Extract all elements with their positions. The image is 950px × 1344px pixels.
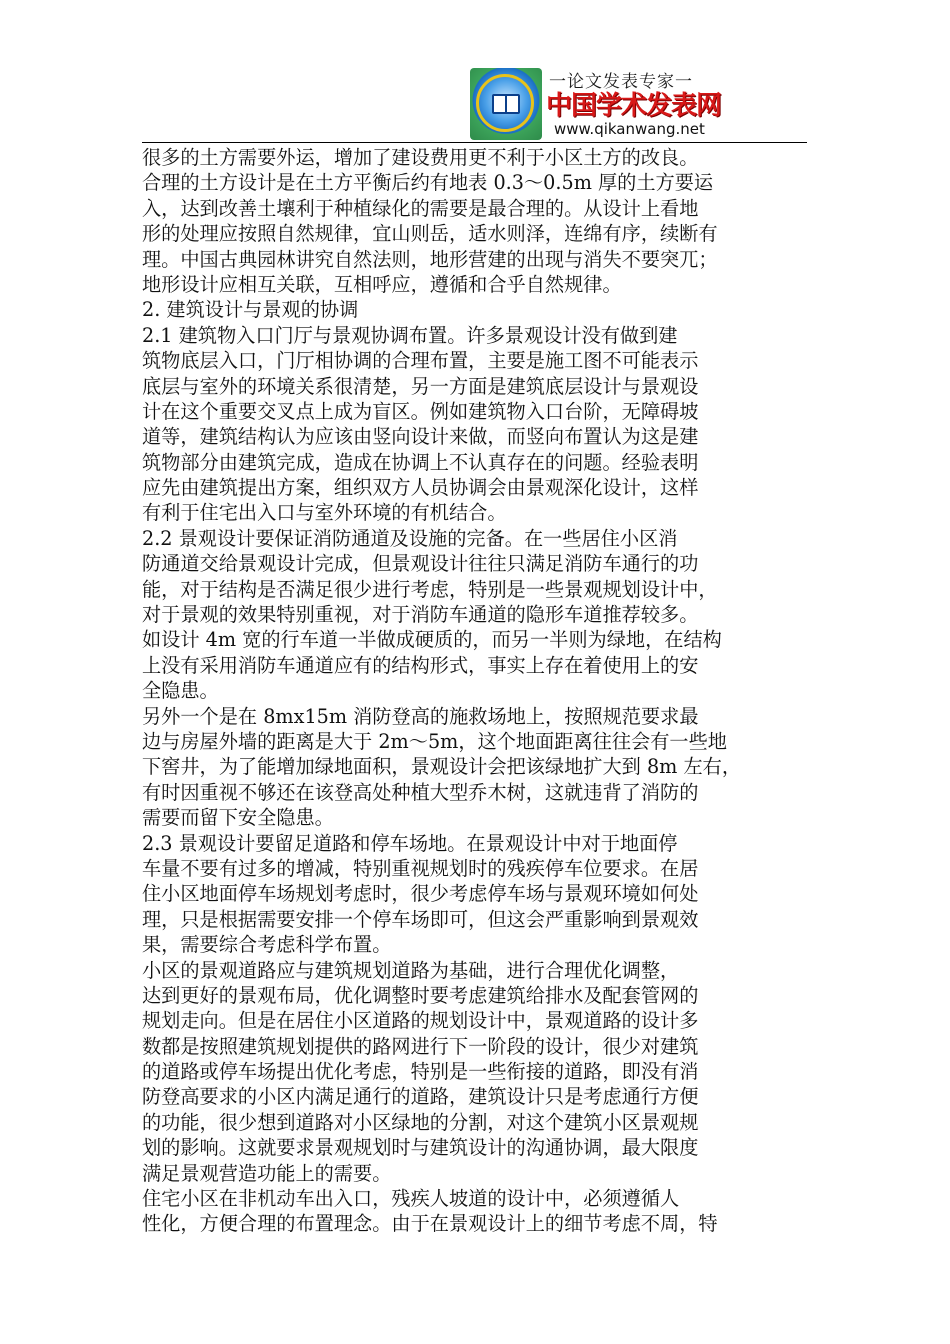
header-divider (142, 142, 807, 143)
text-line: 对于景观的效果特别重视，对于消防车通道的隐形车道推荐较多。 (142, 603, 699, 627)
text-line: 全隐患。 (142, 679, 219, 703)
text-line: 小区的景观道路应与建筑规划道路为基础，进行合理优化调整， (142, 958, 680, 982)
emblem-icon (470, 68, 542, 140)
text-line: 住小区地面停车场规划考虑时，很少考虑停车场与景观环境如何处 (142, 882, 699, 906)
logo-url: www.qikanwang.net (554, 120, 705, 138)
book-icon (492, 94, 520, 114)
text-line: 有利于住宅出入口与室外环境的有机结合。 (142, 501, 507, 525)
document-body (142, 145, 807, 1237)
text-line: 2.2 景观设计要保证消防通道及设施的完备。在一些居住小区消 (142, 526, 678, 550)
text-line: 地形设计应相互关联，互相呼应，遵循和合乎自然规律。 (142, 272, 622, 296)
text-line: 的道路或停车场提出优化考虑，特别是一些衔接的道路，即没有消 (142, 1060, 699, 1084)
text-line: 上没有采用消防车通道应有的结构形式，事实上存在着使用上的安 (142, 653, 699, 677)
text-line: 数都是按照建筑规划提供的路网进行下一阶段的设计，很少对建筑 (142, 1034, 699, 1058)
text-line: 划的影响。这就要求景观规划时与建筑设计的沟通协调，最大限度 (142, 1136, 699, 1160)
text-line: 能，对于结构是否满足很少进行考虑，特别是一些景观规划设计中， (142, 577, 718, 601)
text-line: 满足景观营造功能上的需要。 (142, 1161, 392, 1185)
text-line: 理。中国古典园林讲究自然法则，地形营建的出现与消失不要突兀； (142, 247, 718, 271)
text-line: 边与房屋外墙的距离是大于 2m～5m，这个地面距离往往会有一些地 (142, 729, 727, 753)
text-line: 住宅小区在非机动车出入口，残疾人坡道的设计中，必须遵循人 (142, 1187, 680, 1211)
text-line: 应先由建筑提出方案，组织双方人员协调会由景观深化设计，这样 (142, 476, 699, 500)
text-line: 形的处理应按照自然规律，宜山则岳，适水则泽，连绵有序，续断有 (142, 222, 718, 246)
text-line: 2.3 景观设计要留足道路和停车场地。在景观设计中对于地面停 (142, 831, 678, 855)
text-line: 道等，建筑结构认为应该由竖向设计来做，而竖向布置认为这是建 (142, 425, 699, 449)
text-line: 2. 建筑设计与景观的协调 (142, 298, 359, 322)
text-line: 2.1 建筑物入口门厅与景观协调布置。许多景观设计没有做到建 (142, 323, 678, 347)
text-line: 防登高要求的小区内满足通行的道路，建筑设计只是考虑通行方便 (142, 1085, 699, 1109)
text-line: 入，达到改善土壤利于种植绿化的需要是最合理的。从设计上看地 (142, 196, 699, 220)
text-line: 理，只是根据需要安排一个停车场即可，但这会严重影响到景观效 (142, 907, 699, 931)
text-line: 底层与室外的环境关系很清楚，另一方面是建筑底层设计与景观设 (142, 374, 699, 398)
logo-tagline: 一论文发表专家一 (549, 72, 693, 92)
text-line: 下窖井，为了能增加绿地面积，景观设计会把该绿地扩大到 8m 左右， (142, 755, 742, 779)
text-line: 有时因重视不够还在该登高处种植大型乔木树，这就违背了消防的 (142, 780, 699, 804)
text-line: 筑物部分由建筑完成，造成在协调上不认真存在的问题。经验表明 (142, 450, 699, 474)
text-line: 防通道交给景观设计完成，但景观设计往往只满足消防车通行的功 (142, 552, 699, 576)
text-line: 筑物底层入口，门厅相协调的合理布置，主要是施工图不可能表示 (142, 349, 699, 373)
text-line: 合理的土方设计是在土方平衡后约有地表 0.3～0.5m 厚的土方要运 (142, 171, 714, 195)
text-line: 性化，方便合理的布置理念。由于在景观设计上的细节考虑不周，特 (142, 1212, 718, 1236)
text-line: 计在这个重要交叉点上成为盲区。例如建筑物入口台阶，无障碍坡 (142, 399, 699, 423)
text-line: 另外一个是在 8mx15m 消防登高的施救场地上，按照规范要求最 (142, 704, 699, 728)
text-line: 如设计 4m 宽的行车道一半做成硬质的，而另一半则为绿地，在结构 (142, 628, 722, 652)
text-line: 车量不要有过多的增减，特别重视规划时的残疾停车位要求。在居 (142, 856, 699, 880)
logo-name: 中国学术发表网 (546, 91, 722, 121)
text-line: 需要而留下安全隐患。 (142, 806, 334, 830)
text-line: 的功能，很少想到道路对小区绿地的分割，对这个建筑小区景观规 (142, 1110, 699, 1134)
text-line: 很多的土方需要外运，增加了建设费用更不利于小区土方的改良。 (142, 146, 699, 169)
text-line: 规划走向。但是在居住小区道路的规划设计中，景观道路的设计多 (142, 1009, 699, 1033)
site-logo[interactable] (470, 68, 722, 140)
text-line: 达到更好的景观布局，优化调整时要考虑建筑给排水及配套管网的 (142, 983, 699, 1007)
text-line: 果，需要综合考虑科学布置。 (142, 933, 392, 957)
